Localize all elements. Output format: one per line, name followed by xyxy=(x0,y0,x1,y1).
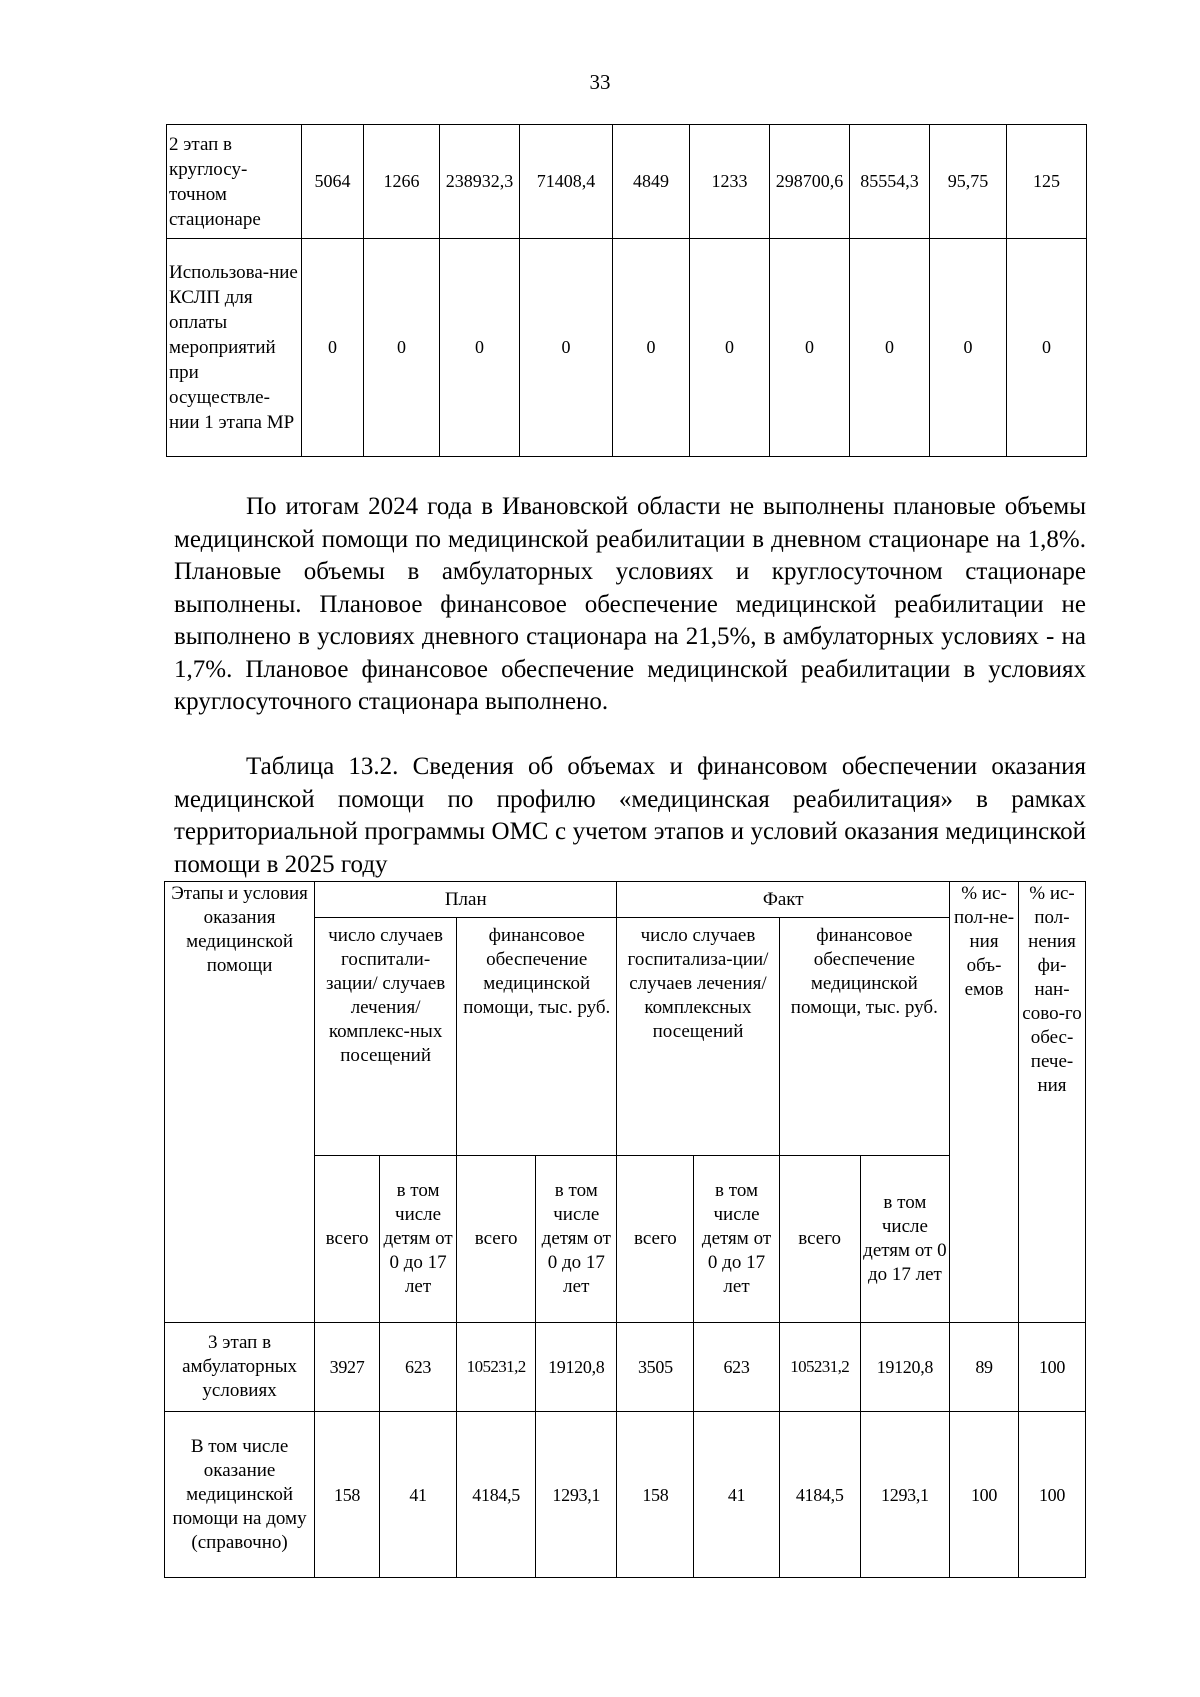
table-cell: 623 xyxy=(694,1323,779,1412)
page-number: 33 xyxy=(589,70,611,94)
row-label: Использова-ние КСЛП для оплаты мероприятий при осуществле-нии 1 этапа МР xyxy=(167,239,302,457)
table-cell: 100 xyxy=(1019,1412,1086,1578)
table-cell: 100 xyxy=(950,1412,1019,1578)
table-cell: 0 xyxy=(520,239,613,457)
table-cell: 0 xyxy=(364,239,440,457)
header-fact-finance: финансовое обеспечение медицинской помощи, тыс. руб. xyxy=(779,918,949,1156)
table-cell: 0 xyxy=(440,239,520,457)
table-cell: 1293,1 xyxy=(860,1412,949,1578)
header-fact: Факт xyxy=(617,882,950,918)
header-total: всего xyxy=(315,1156,380,1323)
table-cell: 19120,8 xyxy=(860,1323,949,1412)
table-cell: 100 xyxy=(1019,1323,1086,1412)
table-row xyxy=(165,1323,1086,1412)
continued-table xyxy=(166,124,1087,457)
table-cell: 1293,1 xyxy=(536,1412,617,1578)
table-row xyxy=(167,239,1087,457)
table-cell: 238932,3 xyxy=(440,125,520,239)
table-cell: 3505 xyxy=(617,1323,694,1412)
header-row xyxy=(165,882,1086,918)
table-caption: Таблица 13.2. Сведения об объемах и финансовом обеспечении оказания медицинской помощи по профилю «медицинская реабилитация» в рамках территориальной программы ОМС с учетом этапов и условий оказания медицинской помощи в 2025 году xyxy=(174,753,1086,878)
header-pct-finance: % ис-пол-нения фи-нан-сово-го обес-пече-ния xyxy=(1019,882,1086,1323)
table-cell: 4849 xyxy=(613,125,690,239)
header-fact-cases: число случаев госпитализа-ции/ случаев лечения/ комплексных посещений xyxy=(617,918,779,1156)
table-cell: 0 xyxy=(302,239,364,457)
table-cell: 0 xyxy=(690,239,770,457)
table-cell: 1266 xyxy=(364,125,440,239)
table-cell: 4184,5 xyxy=(457,1412,536,1578)
rehabilitation-table xyxy=(164,881,1086,1578)
table-cell: 623 xyxy=(380,1323,457,1412)
table-cell: 158 xyxy=(617,1412,694,1578)
table-cell: 105231,2 xyxy=(457,1323,536,1412)
table-cell: 0 xyxy=(850,239,930,457)
header-total: всего xyxy=(457,1156,536,1323)
header-plan-cases: число случаев госпитали-зации/ случаев лечения/ комплекс-ных посещений xyxy=(315,918,457,1156)
table-cell: 41 xyxy=(380,1412,457,1578)
table-cell: 3927 xyxy=(315,1323,380,1412)
table-cell: 158 xyxy=(315,1412,380,1578)
header-children: в том числе детям от 0 до 17 лет xyxy=(860,1156,949,1323)
table-cell: 1233 xyxy=(690,125,770,239)
header-total: всего xyxy=(617,1156,694,1323)
table-cell: 0 xyxy=(930,239,1007,457)
table-row xyxy=(167,125,1087,239)
header-total: всего xyxy=(779,1156,860,1323)
table-cell: 125 xyxy=(1007,125,1087,239)
table-row xyxy=(165,1412,1086,1578)
table-cell: 95,75 xyxy=(930,125,1007,239)
table-cell: 0 xyxy=(770,239,850,457)
header-stages: Этапы и условия оказания медицинской помощи xyxy=(165,882,315,1323)
header-plan: План xyxy=(315,882,617,918)
table-cell: 41 xyxy=(694,1412,779,1578)
table-cell: 71408,4 xyxy=(520,125,613,239)
header-children: в том числе детям от 0 до 17 лет xyxy=(536,1156,617,1323)
table-cell: 0 xyxy=(613,239,690,457)
table-cell: 19120,8 xyxy=(536,1323,617,1412)
header-children: в том числе детям от 0 до 17 лет xyxy=(380,1156,457,1323)
body-paragraph: По итогам 2024 года в Ивановской области не выполнены плановые объемы медицинской помощи по медицинской реабилитации в дневном стационаре на 1,8%. Плановые объемы в амбулаторных условиях и круглосуточном стационаре выполнены. Плановое финансовое обеспечение медицинской реабилитации не выполнено в условиях дневного стационара на 21,5%, в амбулаторных условиях - на 1,7%. Плановое финансовое обеспечение медицинской реабилитации в условиях круглосуточного стационара выполнено. xyxy=(174,493,1086,715)
table-cell: 85554,3 xyxy=(850,125,930,239)
header-plan-finance: финансовое обеспечение медицинской помощи, тыс. руб. xyxy=(457,918,617,1156)
table-cell: 89 xyxy=(950,1323,1019,1412)
table-cell: 298700,6 xyxy=(770,125,850,239)
row-label: В том числе оказание медицинской помощи на дому (справочно) xyxy=(165,1412,315,1578)
table-cell: 0 xyxy=(1007,239,1087,457)
table-cell: 5064 xyxy=(302,125,364,239)
row-label: 2 этап в круглосу-точном стационаре xyxy=(167,125,302,239)
row-label: 3 этап в амбулаторных условиях xyxy=(165,1323,315,1412)
table-cell: 4184,5 xyxy=(779,1412,860,1578)
table-cell: 105231,2 xyxy=(779,1323,860,1412)
header-children: в том числе детям от 0 до 17 лет xyxy=(694,1156,779,1323)
header-pct-volume: % ис-пол-не-ния объ-емов xyxy=(950,882,1019,1323)
